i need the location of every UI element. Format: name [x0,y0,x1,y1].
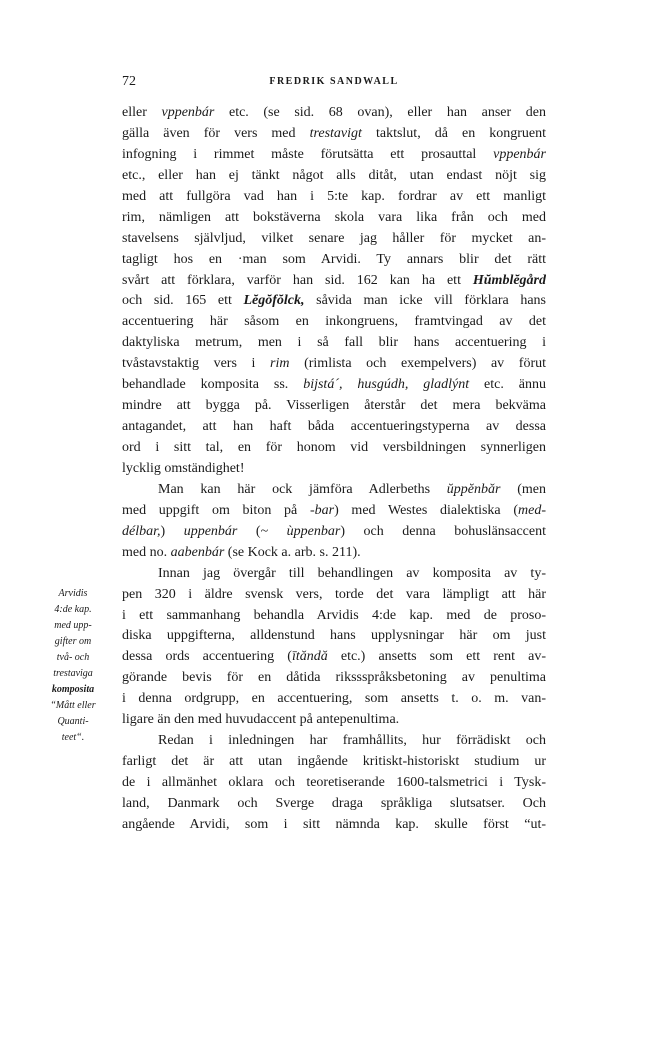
emphasized-text: ùppenbar [286,523,341,539]
text-line [122,375,546,396]
marginal-note-line: Arvidis [58,588,88,599]
text-line [122,564,546,585]
emphasized-text: uppenbár [183,523,238,539]
marginal-note [28,586,118,746]
text-segment: (men [500,481,546,497]
text-segment: med uppgift om biton på [122,502,310,518]
text-segment: i ett sammanhang behandla Arvidis 4:de kap. med de proso- [122,607,546,623]
text-segment: dessa ords accentuering ( [122,649,292,665]
text-segment: gälla även för vers med [122,125,310,141]
text-segment: diska uppgifterna, alldenstund hans upplysningar här om just [122,628,546,644]
emphasized-text: vppenbár [493,146,546,162]
text-line [122,480,546,501]
marginal-note-line: med upp- [54,620,92,631]
text-segment: etc., eller han ej tänkt något alls ditåt, utan endast nöjt sig [122,167,546,183]
text-segment: antagandet, att han haft båda accentueringstyperna av dessa [122,419,546,435]
marginal-note-line: Quanti- [57,716,89,727]
text-line [122,459,546,480]
text-segment: angående Arvidi, som i sitt nämnda kap. skulle först “ut- [122,816,546,832]
marginal-note-line: teet“. [61,732,85,743]
emphasized-text: med- [518,502,546,518]
text-line [122,543,546,564]
emphasized-text: délbar, [122,523,161,539]
text-line [122,815,546,836]
body-text [122,103,546,836]
marginal-note-line: gifter om [54,636,92,647]
text-line [122,710,546,731]
text-segment: de i allmänhet oklara och teoretiserande 1600-talsmetrici i Tysk- [122,775,546,790]
emphasized-text: Lĕgŏfŏlck, [243,293,305,309]
text-segment: farligt det är att utan ingående kritiskt-historiskt studium ur [122,754,546,770]
text-line [122,229,546,250]
emphasized-text: bijstá´, husgúdh, gladlýnt [303,377,470,393]
text-segment: tagligt hos en ·man som Arvidi. Ty annars blir det rätt [122,251,546,267]
text-line [122,166,546,187]
text-line [122,647,546,668]
text-segment: taktslut, då en kongruent [361,125,546,141]
text-line [122,501,546,522]
text-line [122,752,546,773]
text-line [122,124,546,145]
text-segment: pen 320 i äldre svensk vers, torde det vara lämpligt att här [122,586,546,602]
text-segment: med att fullgöra vad han i 5:te kap. fordrar av ett manligt [122,188,546,204]
text-line [122,145,546,166]
text-segment: stavelsens självljud, vilket senare jag håller för mycket an- [122,230,546,246]
emphasized-text: ītăndă [291,649,328,665]
text-line [122,208,546,229]
text-segment: och sid. 165 ett [122,293,244,309]
text-segment: ligare än den med huvudaccent på antepenultima. [122,712,400,728]
text-segment: svårt att förklara, varför han sid. 162 kan ha ett [122,272,473,288]
text-segment: tvåstavstaktig vers i [122,356,271,372]
text-line [122,522,546,543]
text-line [122,794,546,815]
text-line [122,271,546,292]
page-number: 72 [122,74,136,89]
text-line [122,417,546,438]
text-line [122,312,546,333]
text-segment: ) och denna bohuslänsaccent [340,523,546,539]
text-segment: görande bevis för en dåtida rikssspråksbetoning av penultima [122,670,546,686]
text-segment: etc. (se sid. 68 ovan), eller han anser den [214,105,546,120]
text-segment: Man kan här ock jämföra Adlerbeths [158,481,447,497]
emphasized-text: rim [270,356,290,372]
text-line [122,438,546,459]
text-segment: (se Kock a. arb. s. 211). [224,544,361,560]
emphasized-text: ŭppĕnbăr [446,481,501,497]
text-segment: ) med Westes dialektiska ( [334,502,518,518]
text-segment: i denna ordgrupp, en accentuering, som ansetts t. o. m. van- [122,691,546,707]
text-segment: ord i sitt tal, en för honom vid versbildningen synnerligen [122,440,546,455]
text-segment: etc.) ansetts som ett rent av- [327,649,546,665]
running-title: FREDRIK SANDWALL [269,76,399,87]
text-segment: behandlade komposita ss. [122,377,304,393]
marginal-note-line: “Mått eller [50,700,96,711]
text-line [122,187,546,208]
text-line [122,333,546,354]
text-segment: med no. [122,544,171,560]
text-segment: eller [122,105,162,120]
marginal-note-line: två- och [56,652,90,663]
marginal-note-line: komposita [51,684,95,695]
text-line [122,396,546,417]
emphasized-text: Hŭmblĕgård [472,272,546,288]
text-line [122,103,546,124]
text-line [122,585,546,606]
text-segment: etc. ännu [469,377,546,393]
text-segment: Innan jag övergår till behandlingen av komposita av ty- [158,565,546,581]
text-segment: rim, nämligen att bokstäverna skola vara lika från och med [122,209,546,225]
text-segment: (rimlista och exempelvers) av förut [289,356,546,372]
text-line [122,606,546,627]
text-line [122,668,546,689]
page-header [122,74,546,94]
text-segment: Redan i inledningen har framhållits, hur förrädiskt och [158,733,546,749]
text-segment: infogning i rimmet måste förutsätta ett prosauttal [122,146,494,162]
text-segment: mindre att bygga på. Visserligen återstår det mera bekväma [122,398,546,414]
emphasized-text: -bar [309,502,335,518]
emphasized-text: aabenbár [170,544,225,560]
text-segment: lycklig omständighet! [122,460,245,476]
text-segment: land, Danmark och Sverge draga språkliga slutsatser. Och [122,795,546,811]
text-line [122,626,546,647]
text-line [122,250,546,271]
text-segment: såvida man icke vill förklara hans [304,293,546,309]
text-line [122,773,546,794]
marginal-note-line: 4:de kap. [54,604,92,615]
text-segment: (~ [237,523,287,539]
emphasized-text: trestavigt [309,125,362,141]
marginal-note-line: trestaviga [53,668,93,679]
text-line [122,731,546,752]
text-line [122,689,546,710]
emphasized-text: vppenbár [161,105,215,120]
text-segment: accentuering här såsom en inkongruens, framtvingad av det [122,314,546,330]
text-line [122,291,546,312]
text-segment: daktyliska metrum, men i så fall blir hans accentuering i [122,335,546,351]
text-segment: ) [160,523,184,539]
text-line [122,354,546,375]
